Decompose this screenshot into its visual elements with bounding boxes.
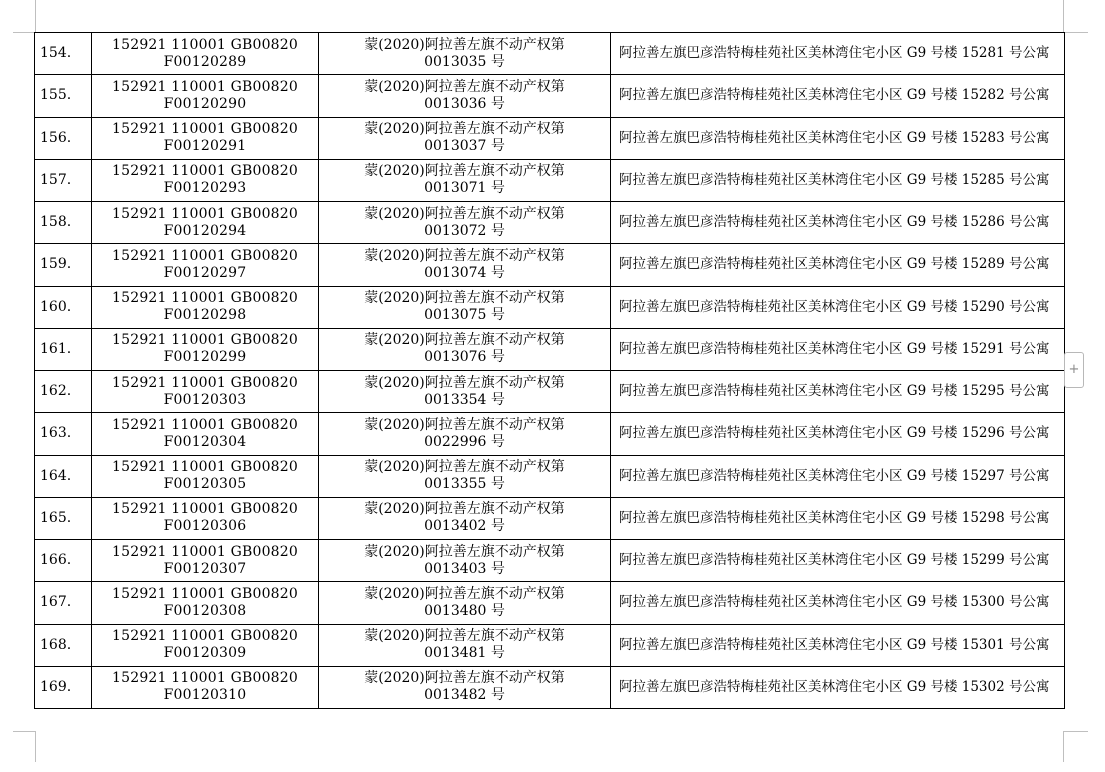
parcel-code-line-2: F00120303 (163, 391, 247, 408)
certificate-line-2: 0013403 号 (424, 560, 505, 577)
certificate-line-1: 蒙(2020)阿拉善左旗不动产权第 (364, 501, 565, 518)
table-row (35, 202, 1065, 244)
certificate-number-cell (319, 413, 611, 455)
certificate-number-cell (319, 371, 611, 413)
parcel-code-line-2: F00120308 (163, 602, 247, 619)
address-cell: 阿拉善左旗巴彦浩特梅桂苑社区美林湾住宅小区 G9 号楼 15285 号公寓 (611, 159, 1065, 201)
table-row (35, 371, 1065, 413)
certificate-line-2: 0022996 号 (424, 433, 505, 450)
parcel-code-cell (92, 286, 319, 328)
parcel-code-cell (92, 582, 319, 624)
certificate-line-2: 0013035 号 (424, 53, 505, 70)
crop-mark-top-right (1063, 0, 1088, 33)
table-row (35, 413, 1065, 455)
row-index-cell: 168. (35, 624, 92, 666)
parcel-code-line-1: 152921 110001 GB00820 (112, 628, 298, 645)
row-index-cell: 157. (35, 159, 92, 201)
parcel-code-line-1: 152921 110001 GB00820 (112, 670, 298, 687)
parcel-code-line-2: F00120309 (163, 645, 247, 662)
parcel-code-line-1: 152921 110001 GB00820 (112, 543, 298, 560)
certificate-line-1: 蒙(2020)阿拉善左旗不动产权第 (364, 290, 565, 307)
table-row (35, 244, 1065, 286)
parcel-code-line-2: F00120306 (163, 518, 247, 535)
certificate-number-cell (319, 244, 611, 286)
parcel-code-line-2: F00120304 (163, 433, 247, 450)
crop-mark-top-left (13, 0, 36, 33)
certificate-line-1: 蒙(2020)阿拉善左旗不动产权第 (364, 628, 565, 645)
parcel-code-cell (92, 540, 319, 582)
parcel-code-line-2: F00120297 (163, 264, 247, 281)
row-index-cell: 161. (35, 328, 92, 370)
table-row (35, 159, 1065, 201)
certificate-line-1: 蒙(2020)阿拉善左旗不动产权第 (364, 374, 565, 391)
address-cell: 阿拉善左旗巴彦浩特梅桂苑社区美林湾住宅小区 G9 号楼 15282 号公寓 (611, 75, 1065, 117)
table-row (35, 666, 1065, 708)
row-index-cell: 159. (35, 244, 92, 286)
row-index-cell: 167. (35, 582, 92, 624)
certificate-line-1: 蒙(2020)阿拉善左旗不动产权第 (364, 121, 565, 138)
address-cell: 阿拉善左旗巴彦浩特梅桂苑社区美林湾住宅小区 G9 号楼 15281 号公寓 (611, 33, 1065, 75)
row-index-cell: 165. (35, 497, 92, 539)
certificate-line-2: 0013037 号 (424, 138, 505, 155)
certificate-number-cell (319, 666, 611, 708)
parcel-code-cell (92, 371, 319, 413)
parcel-code-line-2: F00120307 (163, 560, 247, 577)
parcel-code-line-1: 152921 110001 GB00820 (112, 290, 298, 307)
certificate-line-1: 蒙(2020)阿拉善左旗不动产权第 (364, 543, 565, 560)
address-cell: 阿拉善左旗巴彦浩特梅桂苑社区美林湾住宅小区 G9 号楼 15298 号公寓 (611, 497, 1065, 539)
parcel-code-cell (92, 497, 319, 539)
address-cell: 阿拉善左旗巴彦浩特梅桂苑社区美林湾住宅小区 G9 号楼 15286 号公寓 (611, 202, 1065, 244)
parcel-code-line-1: 152921 110001 GB00820 (112, 36, 298, 53)
row-index-cell: 162. (35, 371, 92, 413)
certificate-number-cell (319, 117, 611, 159)
address-cell: 阿拉善左旗巴彦浩特梅桂苑社区美林湾住宅小区 G9 号楼 15301 号公寓 (611, 624, 1065, 666)
certificate-line-2: 0013074 号 (424, 264, 505, 281)
certificate-line-2: 0013482 号 (424, 687, 505, 704)
certificate-line-1: 蒙(2020)阿拉善左旗不动产权第 (364, 585, 565, 602)
row-index-cell: 158. (35, 202, 92, 244)
parcel-code-line-2: F00120298 (163, 307, 247, 324)
crop-mark-bottom-right (1063, 731, 1088, 762)
certificate-number-cell (319, 75, 611, 117)
row-index-cell: 169. (35, 666, 92, 708)
address-cell: 阿拉善左旗巴彦浩特梅桂苑社区美林湾住宅小区 G9 号楼 15302 号公寓 (611, 666, 1065, 708)
parcel-code-cell (92, 624, 319, 666)
table-row (35, 286, 1065, 328)
parcel-code-line-2: F00120294 (163, 222, 247, 239)
parcel-code-line-2: F00120291 (163, 138, 247, 155)
parcel-code-line-2: F00120293 (163, 180, 247, 197)
table-row (35, 582, 1065, 624)
certificate-line-1: 蒙(2020)阿拉善左旗不动产权第 (364, 332, 565, 349)
certificate-line-2: 0013480 号 (424, 602, 505, 619)
parcel-code-line-1: 152921 110001 GB00820 (112, 163, 298, 180)
table-row (35, 455, 1065, 497)
table-row (35, 328, 1065, 370)
address-cell: 阿拉善左旗巴彦浩特梅桂苑社区美林湾住宅小区 G9 号楼 15290 号公寓 (611, 286, 1065, 328)
certificate-number-cell (319, 159, 611, 201)
certificate-number-cell (319, 286, 611, 328)
parcel-code-line-1: 152921 110001 GB00820 (112, 78, 298, 95)
crop-mark-bottom-left (13, 731, 36, 762)
parcel-code-line-2: F00120305 (163, 476, 247, 493)
table-row (35, 33, 1065, 75)
certificate-number-cell (319, 33, 611, 75)
parcel-code-line-1: 152921 110001 GB00820 (112, 205, 298, 222)
certificate-number-cell (319, 624, 611, 666)
certificate-number-cell (319, 455, 611, 497)
certificate-line-2: 0013072 号 (424, 222, 505, 239)
address-cell: 阿拉善左旗巴彦浩特梅桂苑社区美林湾住宅小区 G9 号楼 15289 号公寓 (611, 244, 1065, 286)
parcel-code-line-2: F00120289 (163, 53, 247, 70)
address-cell: 阿拉善左旗巴彦浩特梅桂苑社区美林湾住宅小区 G9 号楼 15295 号公寓 (611, 371, 1065, 413)
certificate-line-1: 蒙(2020)阿拉善左旗不动产权第 (364, 205, 565, 222)
certificate-line-1: 蒙(2020)阿拉善左旗不动产权第 (364, 459, 565, 476)
parcel-code-line-1: 152921 110001 GB00820 (112, 459, 298, 476)
parcel-code-line-1: 152921 110001 GB00820 (112, 501, 298, 518)
certificate-line-2: 0013402 号 (424, 518, 505, 535)
parcel-code-cell (92, 328, 319, 370)
row-index-cell: 154. (35, 33, 92, 75)
address-cell: 阿拉善左旗巴彦浩特梅桂苑社区美林湾住宅小区 G9 号楼 15291 号公寓 (611, 328, 1065, 370)
certificate-line-1: 蒙(2020)阿拉善左旗不动产权第 (364, 163, 565, 180)
certificate-number-cell (319, 328, 611, 370)
certificate-number-cell (319, 582, 611, 624)
address-cell: 阿拉善左旗巴彦浩特梅桂苑社区美林湾住宅小区 G9 号楼 15300 号公寓 (611, 582, 1065, 624)
parcel-code-cell (92, 413, 319, 455)
address-cell: 阿拉善左旗巴彦浩特梅桂苑社区美林湾住宅小区 G9 号楼 15297 号公寓 (611, 455, 1065, 497)
parcel-code-cell (92, 159, 319, 201)
parcel-code-cell (92, 33, 319, 75)
table-row (35, 75, 1065, 117)
parcel-code-cell (92, 202, 319, 244)
parcel-code-cell (92, 75, 319, 117)
certificate-line-2: 0013354 号 (424, 391, 505, 408)
table-body (35, 33, 1065, 709)
certificate-line-2: 0013075 号 (424, 307, 505, 324)
certificate-number-cell (319, 540, 611, 582)
certificate-line-2: 0013076 号 (424, 349, 505, 366)
certificate-number-cell (319, 202, 611, 244)
certificate-line-1: 蒙(2020)阿拉善左旗不动产权第 (364, 78, 565, 95)
certificate-line-2: 0013036 号 (424, 95, 505, 112)
row-index-cell: 155. (35, 75, 92, 117)
table-row (35, 624, 1065, 666)
parcel-code-cell (92, 117, 319, 159)
parcel-code-line-2: F00120290 (163, 95, 247, 112)
property-certificate-table (34, 32, 1065, 709)
parcel-code-line-1: 152921 110001 GB00820 (112, 247, 298, 264)
parcel-code-line-1: 152921 110001 GB00820 (112, 585, 298, 602)
parcel-code-line-1: 152921 110001 GB00820 (112, 416, 298, 433)
certificate-line-1: 蒙(2020)阿拉善左旗不动产权第 (364, 416, 565, 433)
plus-icon: + (1068, 362, 1080, 377)
table-row (35, 497, 1065, 539)
parcel-code-cell (92, 666, 319, 708)
parcel-code-cell (92, 455, 319, 497)
table-row (35, 117, 1065, 159)
certificate-line-2: 0013071 号 (424, 180, 505, 197)
certificate-line-2: 0013355 号 (424, 476, 505, 493)
parcel-code-line-1: 152921 110001 GB00820 (112, 374, 298, 391)
certificate-number-cell (319, 497, 611, 539)
row-index-cell: 160. (35, 286, 92, 328)
parcel-code-line-2: F00120299 (163, 349, 247, 366)
table-row (35, 540, 1065, 582)
row-index-cell: 163. (35, 413, 92, 455)
row-index-cell: 166. (35, 540, 92, 582)
parcel-code-line-1: 152921 110001 GB00820 (112, 121, 298, 138)
parcel-code-line-1: 152921 110001 GB00820 (112, 332, 298, 349)
parcel-code-cell (92, 244, 319, 286)
row-index-cell: 156. (35, 117, 92, 159)
address-cell: 阿拉善左旗巴彦浩特梅桂苑社区美林湾住宅小区 G9 号楼 15283 号公寓 (611, 117, 1065, 159)
add-row-button[interactable] (1064, 352, 1084, 388)
certificate-line-1: 蒙(2020)阿拉善左旗不动产权第 (364, 36, 565, 53)
address-cell: 阿拉善左旗巴彦浩特梅桂苑社区美林湾住宅小区 G9 号楼 15299 号公寓 (611, 540, 1065, 582)
address-cell: 阿拉善左旗巴彦浩特梅桂苑社区美林湾住宅小区 G9 号楼 15296 号公寓 (611, 413, 1065, 455)
certificate-line-1: 蒙(2020)阿拉善左旗不动产权第 (364, 670, 565, 687)
parcel-code-line-2: F00120310 (163, 687, 247, 704)
row-index-cell: 164. (35, 455, 92, 497)
certificate-line-2: 0013481 号 (424, 645, 505, 662)
certificate-line-1: 蒙(2020)阿拉善左旗不动产权第 (364, 247, 565, 264)
